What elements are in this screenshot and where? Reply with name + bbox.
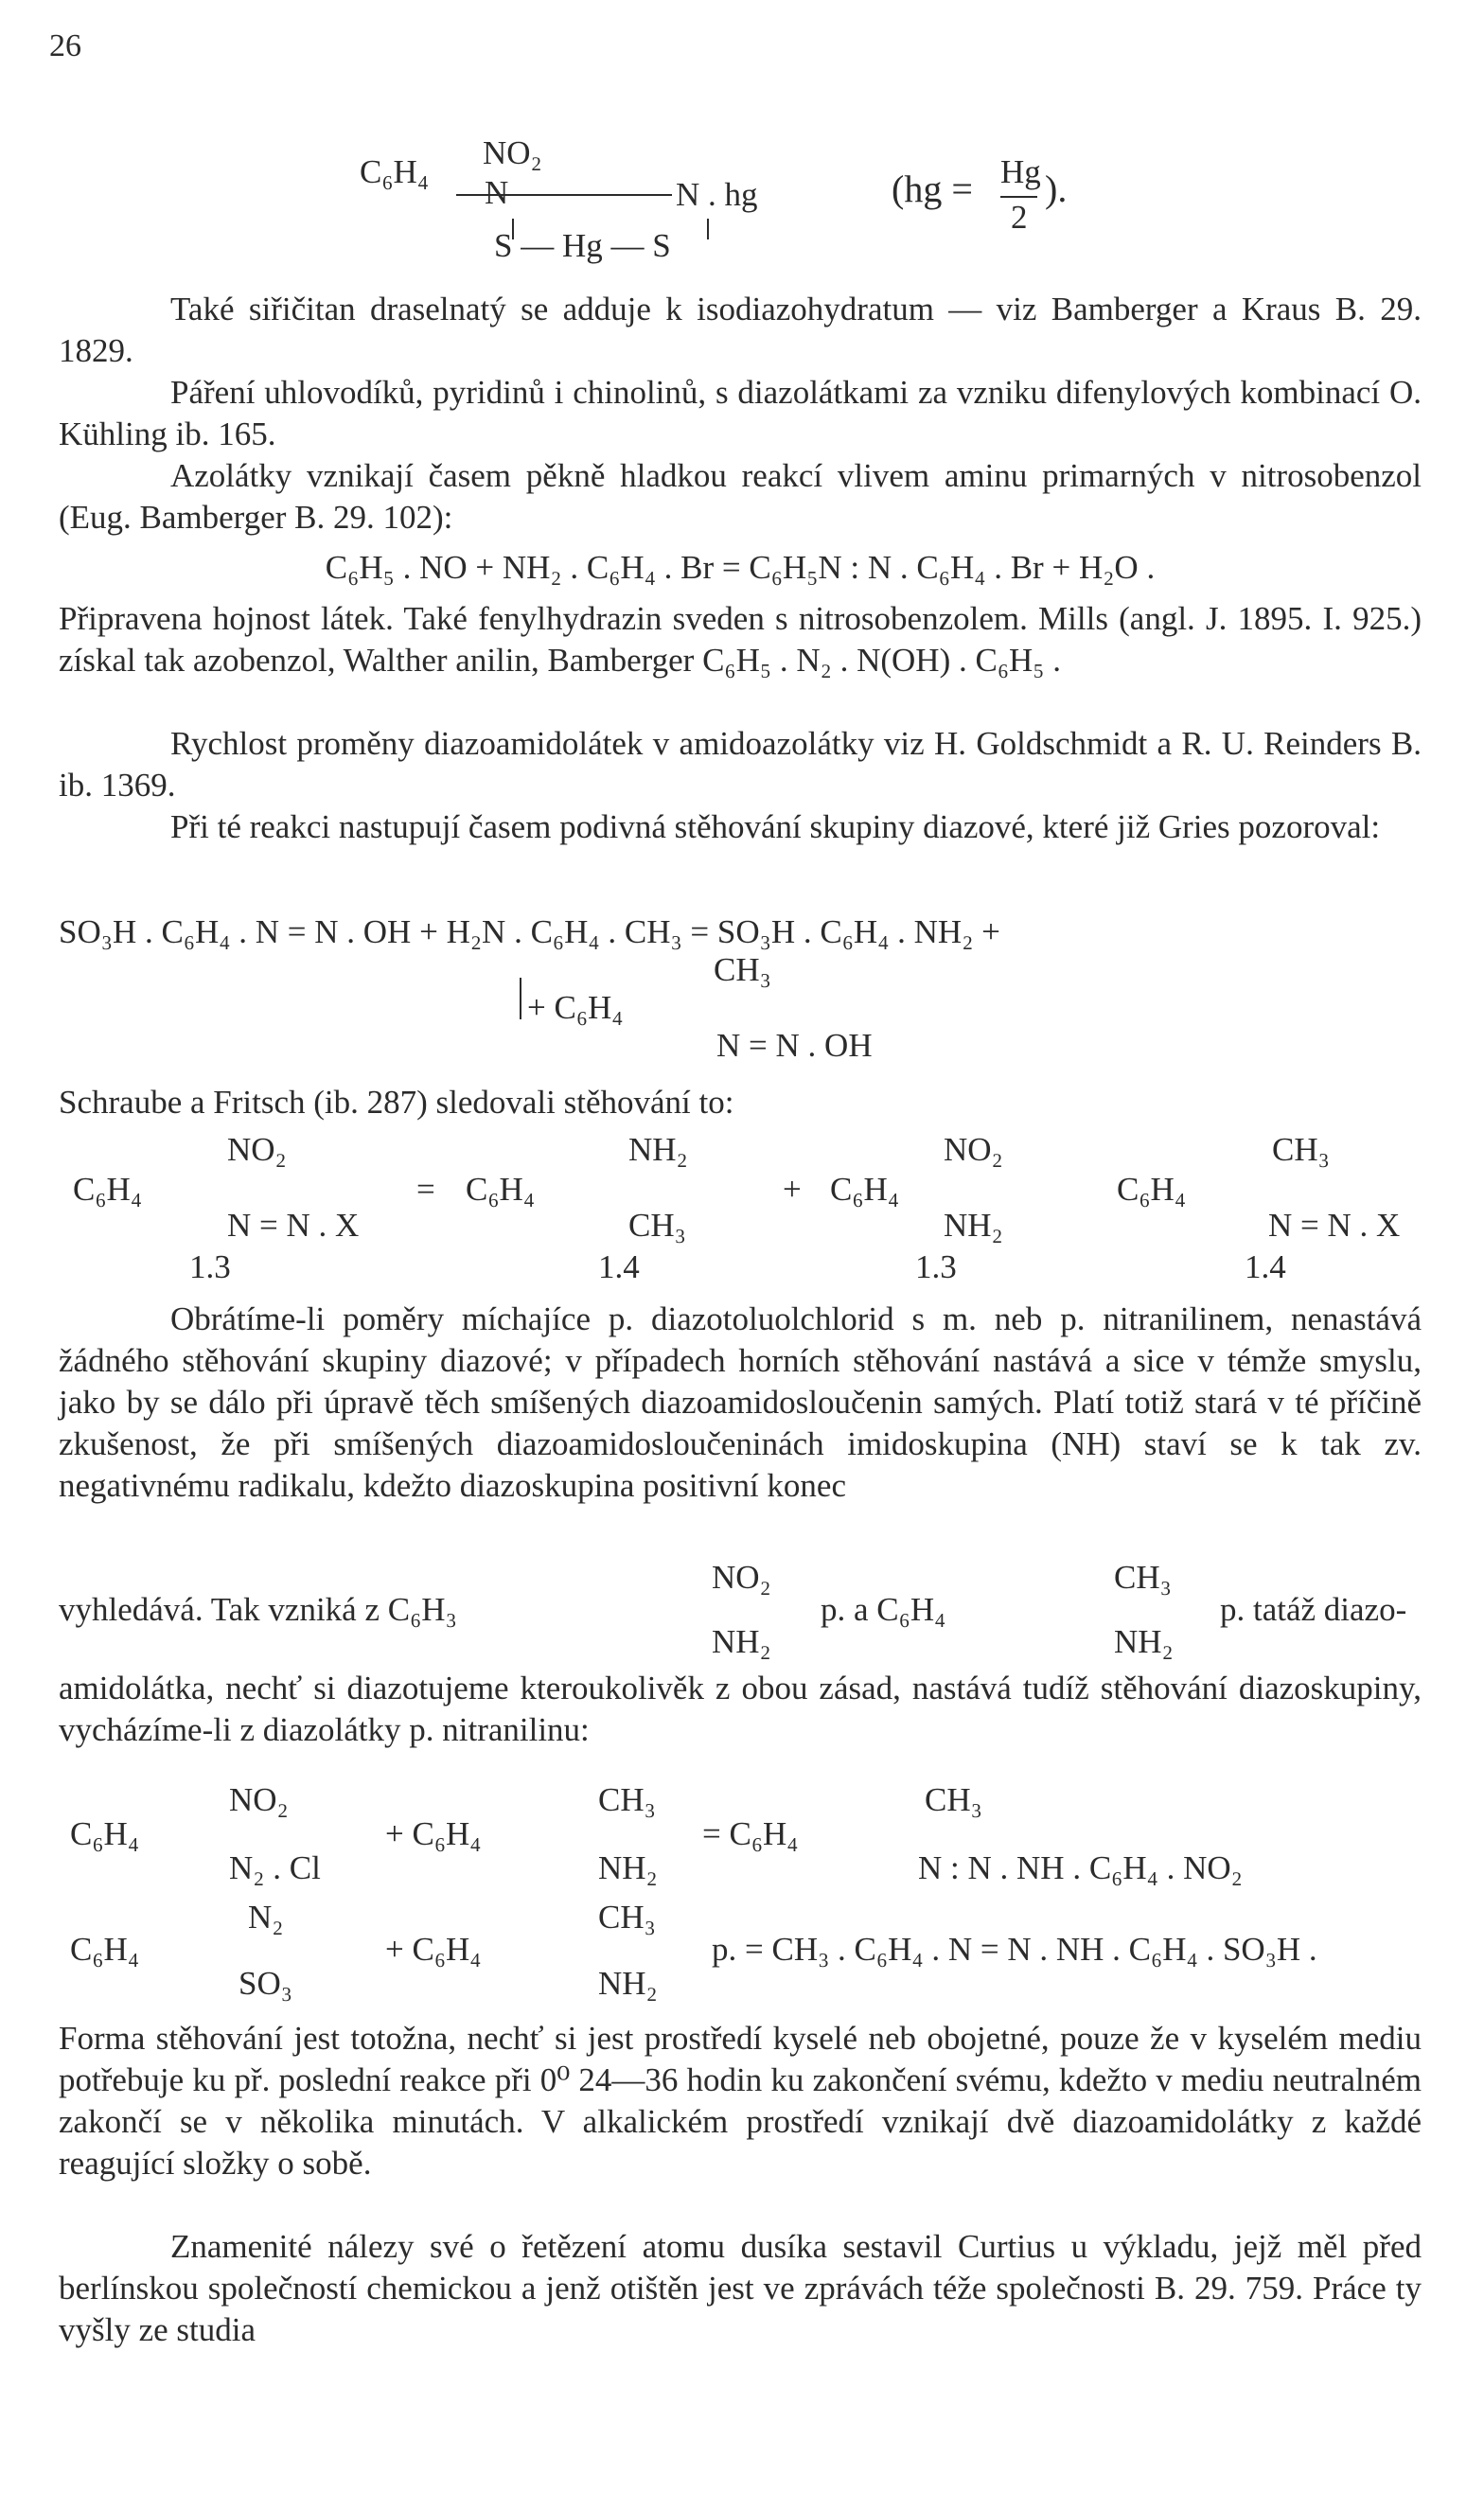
formula-paren-den: 2 xyxy=(1011,199,1028,236)
paragraph-sulfite: Také siřičitan draselnatý se adduje k isodiazohydratum — viz Bamberger a Kraus B. 29. 1829. xyxy=(59,291,1422,369)
schraube-g2-top: NH₂ xyxy=(628,1131,688,1168)
paragraph-schraube: Schraube a Fritsch (ib. 287) sledovali stěhování to: xyxy=(59,1084,734,1121)
eq5-b-bot: NH₂ xyxy=(598,1965,658,2002)
eq5-plus: + C₆H₄ xyxy=(385,1931,482,1968)
paragraph-azo-compounds: Azolátky vznikají časem pěkně hladkou reakcí vlivem aminu primarných v nitrosobenzol (Eug. Bamberger B. 29. 102): xyxy=(59,457,1422,536)
schraube-g4-bot: N = N . X xyxy=(1268,1207,1401,1244)
vyhledava-frac2-top: CH₃ xyxy=(1114,1559,1172,1596)
eq5-b-top: CH₃ xyxy=(598,1899,656,1936)
line-vyhledava xyxy=(59,1557,1422,1661)
formula-c6h4: C₆H₄ xyxy=(360,153,430,190)
schraube-g4-top: CH₃ xyxy=(1272,1131,1330,1168)
schraube-g2-bot: CH₃ xyxy=(628,1207,686,1244)
equation-gries xyxy=(59,913,1422,1074)
paragraph-speed: Rychlost proměny diazoamidolátek v amidoazolátky viz H. Goldschmidt a R. U. Reinders B. ib. 1369. xyxy=(59,725,1422,804)
formula-s-hg-s: S — Hg — S xyxy=(494,227,671,264)
formula-paren-num: Hg xyxy=(1000,153,1041,190)
vyhledava-start: vyhledává. Tak vzniká z C₆H₃ xyxy=(59,1591,457,1628)
paragraph-hydrocarbons: Páření uhlovodíků, pyridinů i chinolinů, s diazolátkami za vzniku difenylových kombinací O. Kühling ib. 165. xyxy=(59,374,1422,452)
eq5-a-top: N₂ xyxy=(248,1899,284,1936)
schraube-g4-c6h4: C₆H₄ xyxy=(1117,1171,1187,1208)
schraube-g2-c6h4: C₆H₄ xyxy=(466,1171,536,1208)
schraube-g4-pos: 1.4 xyxy=(1245,1248,1286,1285)
paragraph-reversal: Obrátíme-li poměry míchajíce p. diazotoluolchlorid s m. neb p. nitranilinem, nenastává žádného stěhování skupiny diazové; v případech horních stěhování nastává a sice v témže smyslu, jako by se dálo při úpravě těch smíšených diazoamidosloučenin samých. Platí totiž stará v té příčině zkušenost, že při smíšených diazoamidosloučeninách imidoskupina (NH) staví se k tak zv. negativnému radikalu, kdežto diazoskupina positivní konec xyxy=(59,1300,1422,1504)
schraube-g1-bot: N = N . X xyxy=(227,1207,360,1244)
schraube-g3-bot: NH₂ xyxy=(944,1207,1003,1244)
eq5-a-bot: SO₃ xyxy=(238,1965,292,2002)
eq4-c-top: CH₃ xyxy=(925,1781,982,1818)
paragraph-curtius: Znamenité nálezy své o řetězení atomu dusíka sestavil Curtius u výkladu, jejž měl před berlínskou společností chemickou a jenž otištěn jest ve zprávách téže společnosti B. 29. 759. Práce ty vyšly ze studia xyxy=(59,2228,1422,2348)
paragraph-migration: Při té reakci nastupují časem podivná stěhování skupiny diazové, které již Gries pozoroval: xyxy=(170,808,1381,845)
schraube-g1-c6h4: C₆H₄ xyxy=(73,1171,143,1208)
equation-nitranilin xyxy=(59,1779,1422,1886)
eq4-a-c6h4: C₆H₄ xyxy=(70,1815,140,1852)
vyhledava-frac1-bot: NH₂ xyxy=(712,1623,771,1660)
formula-n: N xyxy=(485,174,509,211)
schraube-g3-c6h4: C₆H₄ xyxy=(830,1171,900,1208)
eq5-a-c6h4: C₆H₄ xyxy=(70,1931,140,1968)
equation-schraube xyxy=(59,1131,1422,1287)
eq4-a-bot: N₂ . Cl xyxy=(229,1849,321,1886)
formula-n-hg: N . hg xyxy=(676,176,758,213)
equation-nitrosobenzol: C₆H₅ . NO + NH₂ . C₆H₄ . Br = C₆H₅N : N . C₆H₄ . Br + H₂O . xyxy=(325,549,1156,586)
formula-mercury-compound xyxy=(59,121,1422,273)
gries-c6h4: + C₆H₄ xyxy=(527,989,624,1026)
paragraph-form: Forma stěhování jest totožna, nechť si jest prostředí kyselé neb obojetné, pouze že v kyselém mediu potřebuje ku př. poslední reakce při 0⁰ 24—36 hodin ku zakončení svému, kdežto v mediu neutralném zakončí se v několika minutách. V alkalickém prostředí vznikají dvě diazoamidolátky z každé reagující složky o sobě. xyxy=(59,2020,1422,2182)
formula-paren-open: (hg = xyxy=(892,168,973,210)
eq4-b-top: CH₃ xyxy=(598,1781,656,1818)
gries-lhs: SO₃H . C₆H₄ . N = N . OH + H₂N . C₆H₄ . CH₃ = SO₃H . C₆H₄ . NH₂ + xyxy=(59,913,1000,950)
eq4-plus: + C₆H₄ xyxy=(385,1815,482,1852)
schraube-equals: = xyxy=(416,1171,435,1208)
eq4-c-bot: N : N . NH . C₆H₄ . NO₂ xyxy=(918,1849,1243,1886)
vyhledava-mid: p. a C₆H₄ xyxy=(821,1591,946,1628)
vyhledava-frac2-bot: NH₂ xyxy=(1114,1623,1174,1660)
eq4-b-bot: NH₂ xyxy=(598,1849,658,1886)
schraube-g3-top: NO₂ xyxy=(944,1131,1003,1168)
paragraph-amidolatka: amidolátka, nechť si diazotujeme kteroukolivěk z obou zásad, nastává tudíž stěhování diazoskupiny, vycházíme-li z diazolátky p. nitranilinu: xyxy=(59,1670,1422,1748)
schraube-g2-pos: 1.4 xyxy=(598,1248,640,1285)
vyhledava-frac1-top: NO₂ xyxy=(712,1559,771,1596)
gries-n-n-oh: N = N . OH xyxy=(716,1027,873,1064)
vyhledava-end: p. tatáž diazo- xyxy=(1220,1591,1407,1628)
eq5-rest: p. = CH₃ . C₆H₄ . N = N . NH . C₆H₄ . SO₃H . xyxy=(712,1931,1317,1968)
schraube-g1-top: NO₂ xyxy=(227,1131,287,1168)
eq4-equals: = C₆H₄ xyxy=(702,1815,799,1852)
schraube-plus: + xyxy=(783,1171,802,1208)
schraube-g1-pos: 1.3 xyxy=(189,1248,231,1285)
page-number: 26 xyxy=(49,28,81,63)
eq4-a-top: NO₂ xyxy=(229,1781,289,1818)
formula-paren-close: ). xyxy=(1045,168,1068,210)
formula-no2: NO₂ xyxy=(483,134,542,171)
schraube-g3-pos: 1.3 xyxy=(915,1248,957,1285)
equation-sulfanilic xyxy=(59,1893,1422,2007)
paragraph-prepared: Připravena hojnost látek. Také fenylhydrazin sveden s nitrosobenzolem. Mills (angl. J. 1895. I. 925.) získal tak azobenzol, Walther anilin, Bamberger C₆H₅ . N₂ . N(OH) . C₆H₅ . xyxy=(59,600,1422,679)
gries-ch3: CH₃ xyxy=(714,951,771,988)
